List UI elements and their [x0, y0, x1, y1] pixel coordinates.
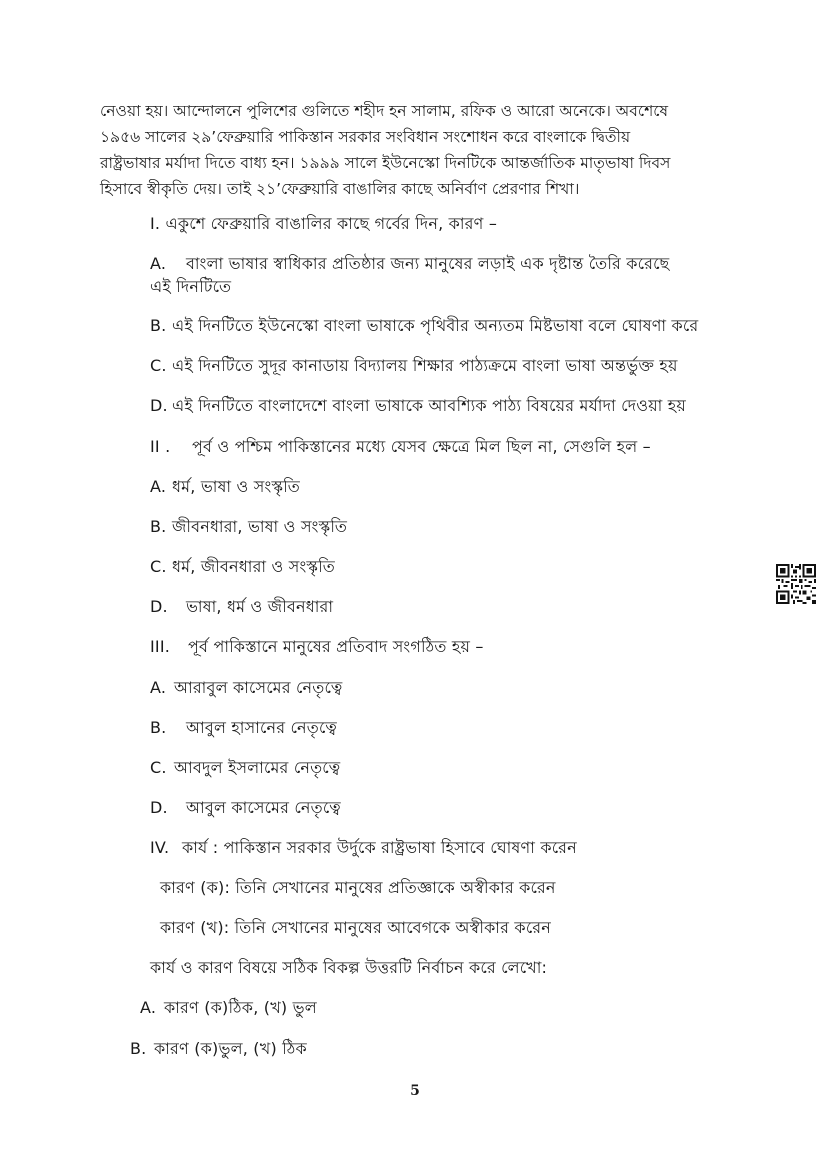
question-3-stem — [150, 636, 484, 658]
passage-line: হিসাবে স্বীকৃতি দেয়। তাই ২১’ফেব্রুয়ারি বাঙালির কাছে অনির্বাণ প্রেরণার শিখা। — [100, 180, 580, 198]
option-label: A. — [150, 477, 167, 496]
question-number: II . — [150, 437, 171, 456]
q3-option-c — [150, 757, 340, 779]
option-text: ধর্ম, জীবনধারা ও সংস্কৃতি — [172, 557, 335, 576]
option-label: C. — [150, 758, 167, 777]
q2-option-c — [150, 556, 335, 578]
option-text: এই দিনটিতে বাংলাদেশে বাংলা ভাষাকে আবশ্যিক পাঠ্য বিষয়ের মর্যাদা দেওয়া হয় — [172, 396, 687, 415]
q1-option-a-continued: এই দিনটিতে — [150, 277, 232, 296]
question-2-stem — [150, 436, 651, 458]
option-label: B. — [150, 517, 167, 536]
q3-option-b — [150, 717, 337, 739]
option-text: এই দিনটিতে ইউনেস্কো বাংলা ভাষাকে পৃথিবীর অন্যতম মিষ্টভাষা বলে ঘোষণা করে — [172, 316, 699, 335]
option-text: আবদুল ইসলামের নেতৃত্বে — [174, 758, 341, 777]
q3-option-d — [150, 797, 341, 819]
option-label: C. — [150, 557, 167, 576]
passage-paragraph — [100, 98, 728, 202]
option-label: A. — [140, 998, 157, 1017]
passage-line: রাষ্ট্রভাষার মর্যাদা দিতে বাধ্য হন। ১৯৯৯ সালে ইউনেস্কো দিনটিকে আন্তর্জাতিক মাতৃভাষা দিবস — [100, 154, 671, 172]
option-label: B. — [130, 1039, 147, 1058]
question-number: IV. — [150, 838, 170, 857]
option-label: D. — [150, 798, 168, 817]
question-number: I. — [150, 214, 161, 233]
q2-option-a — [150, 476, 300, 498]
option-label: C. — [150, 356, 167, 375]
option-text: আরাবুল কাসেমের নেতৃত্বে — [174, 678, 343, 697]
q4-reason-b: কারণ (খ): তিনি সেখানের মানুষের আবেগকে অস্বীকার করেন — [160, 918, 552, 937]
question-text: পূর্ব ও পশ্চিম পাকিস্তানের মধ্যে যেসব ক্ষেত্রে মিল ছিল না, সেগুলি হল – — [192, 437, 651, 456]
option-label: A. — [150, 254, 167, 273]
option-label: B. — [150, 316, 167, 335]
option-label: A. — [150, 678, 167, 697]
passage-line: নেওয়া হয়। আন্দোলনে পুলিশের গুলিতে শহীদ হন সালাম, রফিক ও আরো অনেকে। অবশেষে — [100, 102, 669, 120]
option-text: বাংলা ভাষার স্বাধিকার প্রতিষ্ঠার জন্য মানুষের লড়াই এক দৃষ্টান্ত তৈরি করেছে — [186, 254, 670, 273]
option-label: D. — [150, 396, 168, 415]
option-label: B. — [150, 718, 167, 737]
option-text: ধর্ম, ভাষা ও সংস্কৃতি — [172, 477, 300, 496]
question-number: III. — [150, 637, 171, 656]
question-text: কার্য : পাকিস্তান সরকার উর্দুকে রাষ্ট্রভাষা হিসাবে ঘোষণা করেন — [182, 838, 577, 857]
q4-option-b — [130, 1038, 307, 1060]
question-1-stem — [150, 213, 497, 235]
passage-line: ১৯৫৬ সালের ২৯’ফেব্রুয়ারি পাকিস্তান সরকার সংবিধান সংশোধন করে বাংলাকে দ্বিতীয় — [100, 128, 631, 146]
q4-option-a — [140, 997, 317, 1019]
option-text: জীবনধারা, ভাষা ও সংস্কৃতি — [172, 517, 348, 536]
page-number: 5 — [410, 1083, 420, 1099]
option-text: ভাষা, ধর্ম ও জীবনধারা — [186, 597, 334, 616]
q2-option-b — [150, 516, 347, 538]
option-label: D. — [150, 597, 168, 616]
q4-instruction: কার্য ও কারণ বিষয়ে সঠিক বিকল্প উত্তরটি নির্বাচন করে লেখো: — [150, 958, 548, 977]
question-text: একুশে ফেব্রুয়ারি বাঙালির কাছে গর্বের দিন, কারণ – — [165, 214, 498, 233]
q1-option-b — [150, 315, 698, 337]
q1-option-d — [150, 395, 686, 417]
option-text: এই দিনটিতে সুদূর কানাডায় বিদ্যালয় শিক্ষার পাঠ্যক্রমে বাংলা ভাষা অন্তর্ভুক্ত হয় — [172, 356, 678, 375]
question-text: পূর্ব পাকিস্তানে মানুষের প্রতিবাদ সংগঠিত হয় – — [188, 637, 484, 656]
option-text: কারণ (ক)ভুল, (খ) ঠিক — [154, 1039, 307, 1058]
question-4-stem — [150, 837, 577, 859]
q3-option-a — [150, 677, 343, 699]
option-text: কারণ (ক)ঠিক, (খ) ভুল — [164, 998, 317, 1017]
q1-option-a — [150, 253, 669, 275]
q2-option-d — [150, 596, 333, 618]
q1-option-c — [150, 355, 678, 377]
qr-code-icon — [776, 564, 816, 604]
option-text: আবুল কাসেমের নেতৃত্বে — [186, 798, 341, 817]
option-text: আবুল হাসানের নেতৃত্বে — [186, 718, 337, 737]
q4-reason-a: কারণ (ক): তিনি সেখানের মানুষের প্রতিজ্ঞাকে অস্বীকার করেন — [160, 878, 556, 897]
